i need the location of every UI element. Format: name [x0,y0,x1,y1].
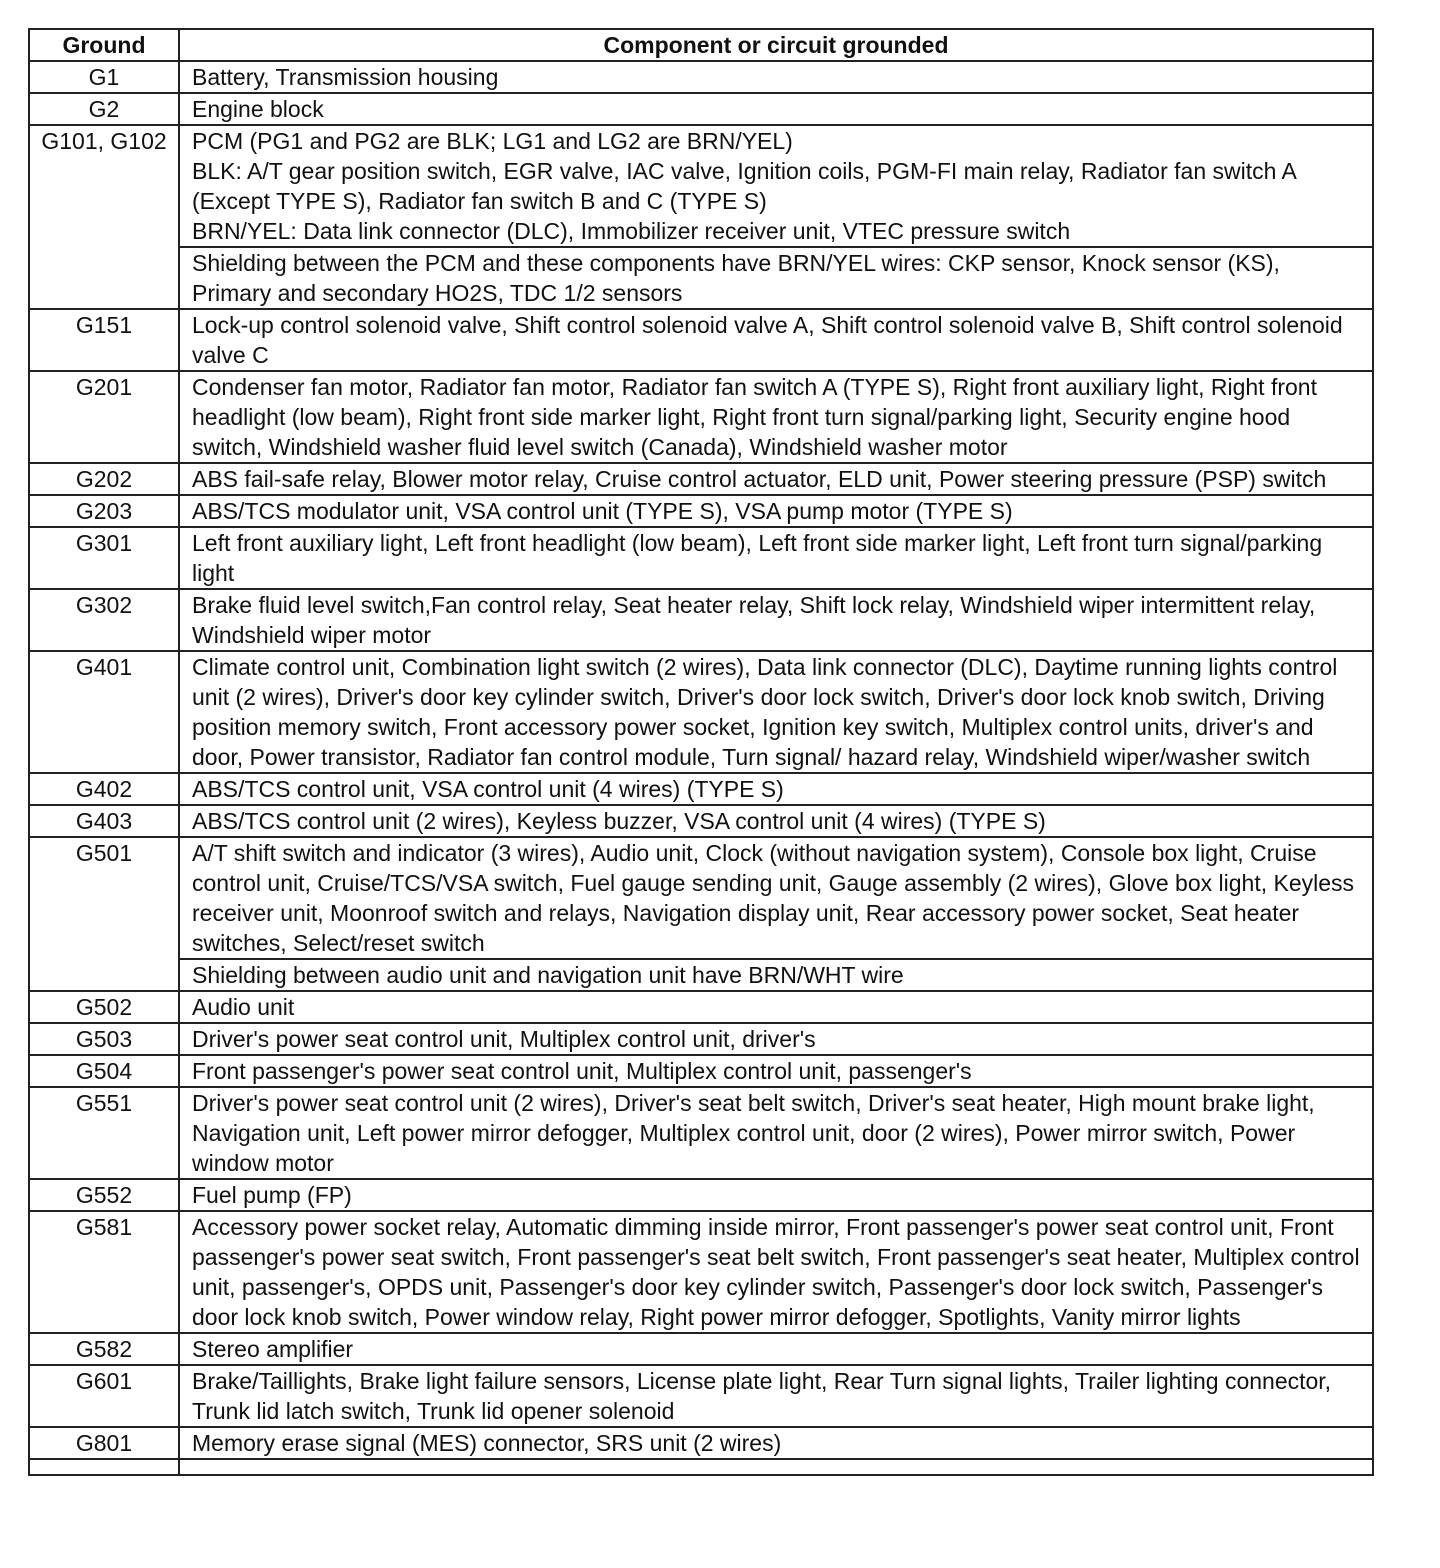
ground-empty-cell [29,1459,179,1475]
table-row [29,371,1373,463]
table-row [29,61,1373,93]
component-description [179,1179,1373,1211]
ground-id: G403 [29,805,179,837]
description-line: Memory erase signal (MES) connector, SRS unit (2 wires) [192,1430,782,1456]
ground-id: G582 [29,1333,179,1365]
table-row [29,837,1373,959]
description-line: Fuel pump (FP) [192,1182,352,1208]
table-row [29,805,1373,837]
table-row [29,1333,1373,1365]
component-description [179,527,1373,589]
component-description [179,93,1373,125]
table-row [29,1211,1373,1333]
table-row [29,1427,1373,1459]
ground-id: G503 [29,1023,179,1055]
shielding-note: Shielding between audio unit and navigation unit have BRN/WHT wire [179,959,1373,991]
component-description [179,309,1373,371]
ground-id: G201 [29,371,179,463]
ground-id: G401 [29,651,179,773]
component-description [179,1055,1373,1087]
component-description [179,1087,1373,1179]
ground-id: G302 [29,589,179,651]
ground-id: G101, G102 [29,125,179,309]
description-line: BLK: A/T gear position switch, EGR valve, IAC valve, Ignition coils, PGM-FI main relay, Radiator fan switch A (Except TYPE S), Radiator fan switch B and C (TYPE S) [192,158,1296,214]
table-row [29,309,1373,371]
table-row [29,1055,1373,1087]
table-row [29,495,1373,527]
ground-id: G601 [29,1365,179,1427]
table-row [29,651,1373,773]
description-line: Brake fluid level switch,Fan control relay, Seat heater relay, Shift lock relay, Windshield wiper intermittent relay, Windshield wiper motor [192,592,1316,648]
description-line: ABS fail-safe relay, Blower motor relay, Cruise control actuator, ELD unit, Power steering pressure (PSP) switch [192,466,1327,492]
ground-id: G501 [29,837,179,991]
description-line: Audio unit [192,994,295,1020]
component-description [179,589,1373,651]
ground-id: G504 [29,1055,179,1087]
component-description [179,463,1373,495]
ground-id: G402 [29,773,179,805]
table-row [29,1087,1373,1179]
description-line: Climate control unit, Combination light switch (2 wires), Data link connector (DLC), Daytime running lights control unit (2 wires), Driver's door key cylinder switch, Driver's door lock switch, Driver's door lock knob switch, Driving position memory switch, Front accessory power socket, Ignition key switch, Multiplex control units, driver's and door, Power transistor, Radiator fan control module, Turn signal/ hazard relay, Windshield wiper/washer switch [192,654,1338,770]
description-line: Lock-up control solenoid valve, Shift control solenoid valve A, Shift control solenoid valve B, Shift control solenoid valve C [192,312,1343,368]
component-description [179,1427,1373,1459]
table-row [29,1023,1373,1055]
ground-table [28,28,1374,1476]
description-line: Driver's power seat control unit (2 wires), Driver's seat belt switch, Driver's seat heater, High mount brake light, Navigation unit, Left power mirror defogger, Multiplex control unit, door (2 wires), Power mirror switch, Power window motor [192,1090,1315,1176]
ground-id: G203 [29,495,179,527]
component-description [179,837,1373,959]
description-line: Battery, Transmission housing [192,64,499,90]
component-description [179,495,1373,527]
description-line: BRN/YEL: Data link connector (DLC), Immobilizer receiver unit, VTEC pressure switch [192,218,1071,244]
table-row [29,527,1373,589]
ground-id: G502 [29,991,179,1023]
ground-id: G552 [29,1179,179,1211]
description-line: ABS/TCS control unit, VSA control unit (4 wires) (TYPE S) [192,776,784,802]
description-empty-cell [179,1459,1373,1475]
description-line: ABS/TCS modulator unit, VSA control unit (TYPE S), VSA pump motor (TYPE S) [192,498,1013,524]
description-line: Accessory power socket relay, Automatic dimming inside mirror, Front passenger's power seat control unit, Front passenger's power seat switch, Front passenger's seat belt switch, Front passenger's seat heater, Multiplex control unit, passenger's, OPDS unit, Passenger's door key cylinder switch, Passenger's door lock switch, Passenger's door lock knob switch, Power window relay, Right power mirror defogger, Spotlights, Vanity mirror lights [192,1214,1360,1330]
description-line: Front passenger's power seat control unit, Multiplex control unit, passenger's [192,1058,972,1084]
shielding-note: Shielding between the PCM and these components have BRN/YEL wires: CKP sensor, Knock sensor (KS), Primary and secondary HO2S, TDC 1/2 sensors [179,247,1373,309]
empty-row [29,1459,1373,1475]
component-description [179,1023,1373,1055]
table-row [29,93,1373,125]
table-subrow [29,247,1373,309]
description-line: Driver's power seat control unit, Multiplex control unit, driver's [192,1026,816,1052]
ground-id: G801 [29,1427,179,1459]
table-row [29,991,1373,1023]
component-description [179,1333,1373,1365]
table-row [29,463,1373,495]
component-description [179,371,1373,463]
table-row [29,1179,1373,1211]
component-description [179,1365,1373,1427]
table-row [29,589,1373,651]
component-description [179,651,1373,773]
table-subrow [29,959,1373,991]
ground-id: G301 [29,527,179,589]
ground-id: G202 [29,463,179,495]
component-description [179,1211,1373,1333]
ground-id: G1 [29,61,179,93]
description-line: Left front auxiliary light, Left front headlight (low beam), Left front side marker light, Left front turn signal/parking light [192,530,1323,586]
component-description [179,125,1373,247]
table-row [29,125,1373,247]
description-line: Condenser fan motor, Radiator fan motor, Radiator fan switch A (TYPE S), Right front auxiliary light, Right front headlight (low beam), Right front side marker light, Right front turn signal/parking light, Security engine hood switch, Windshield washer fluid level switch (Canada), Windshield washer motor [192,374,1317,460]
description-line: PCM (PG1 and PG2 are BLK; LG1 and LG2 are BRN/YEL) [192,128,793,154]
table-row [29,1365,1373,1427]
description-line: ABS/TCS control unit (2 wires), Keyless buzzer, VSA control unit (4 wires) (TYPE S) [192,808,1046,834]
ground-id: G151 [29,309,179,371]
description-line: Stereo amplifier [192,1336,354,1362]
description-line: Brake/Taillights, Brake light failure sensors, License plate light, Rear Turn signal lights, Trailer lighting connector, Trunk lid latch switch, Trunk lid opener solenoid [192,1368,1332,1424]
description-line: Engine block [192,96,324,122]
ground-id: G551 [29,1087,179,1179]
component-description [179,805,1373,837]
component-description [179,991,1373,1023]
component-description [179,773,1373,805]
ground-id: G2 [29,93,179,125]
component-description [179,61,1373,93]
header-row [29,29,1373,61]
table-body [29,61,1373,1475]
description-line: A/T shift switch and indicator (3 wires), Audio unit, Clock (without navigation system), Console box light, Cruise control unit, Cruise/TCS/VSA switch, Fuel gauge sending unit, Gauge assembly (2 wires), Glove box light, Keyless receiver unit, Moonroof switch and relays, Navigation display unit, Rear accessory power socket, Seat heater switches, Select/reset switch [192,840,1355,956]
header-component: Component or circuit grounded [179,29,1373,61]
ground-id: G581 [29,1211,179,1333]
header-ground: Ground [29,29,179,61]
table-row [29,773,1373,805]
